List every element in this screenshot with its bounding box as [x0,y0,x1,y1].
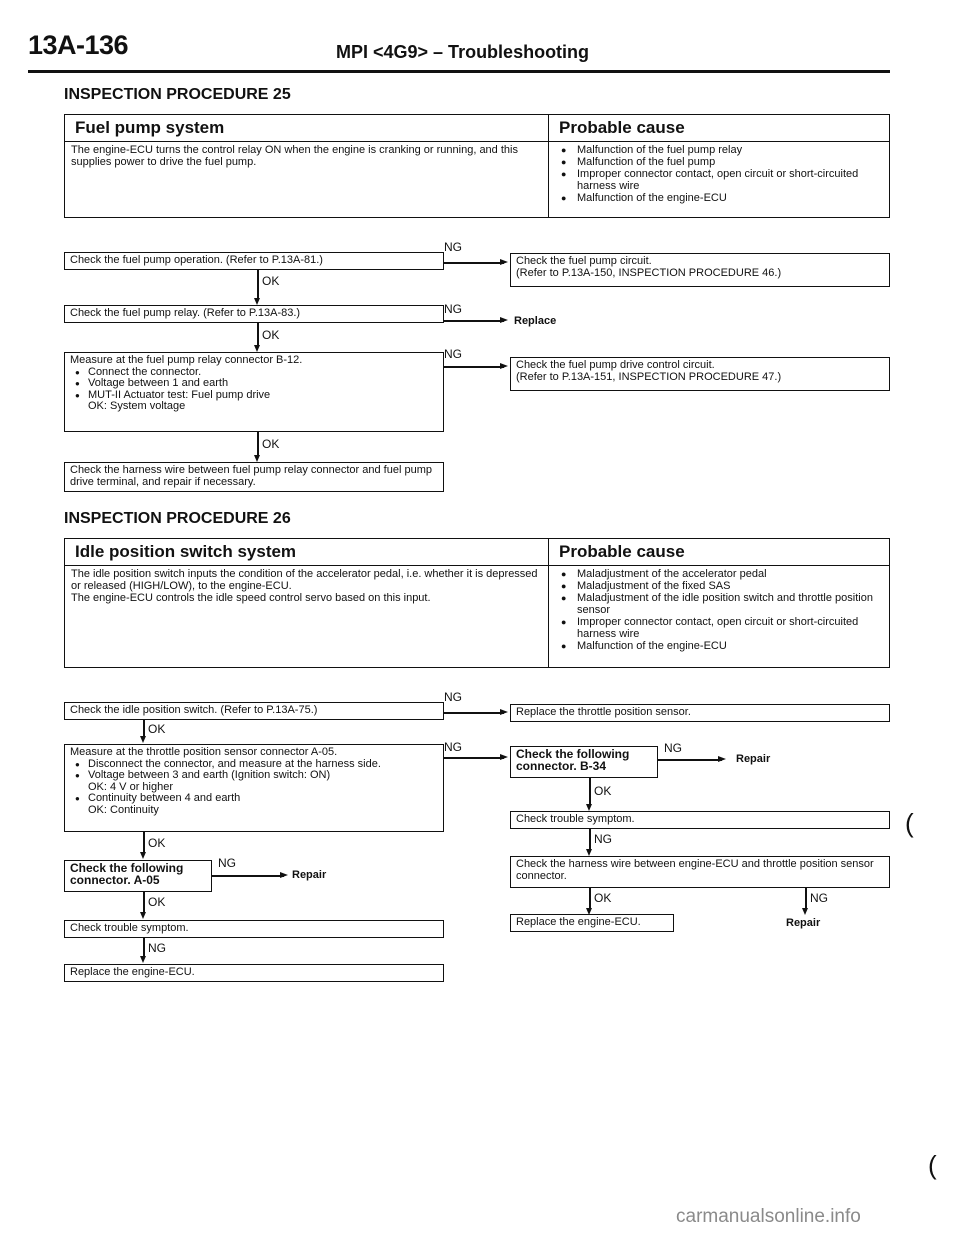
ng-label: NG [444,690,462,704]
flow25-step1: Check the fuel pump operation. (Refer to P.13A-81.) [64,252,444,270]
ng-label: NG [218,856,236,870]
procedure-26-table [64,538,890,668]
table-head-causes: Probable cause [549,115,890,142]
flow-line [589,778,591,806]
flow25-step4: Check the harness wire between fuel pump relay connector and fuel pump drive terminal, and repair if necessary. [64,462,444,492]
margin-paren: ( [928,1150,937,1180]
arrow-right-icon [500,259,508,265]
flow-line [444,757,504,759]
system-description: The idle position switch inputs the condition of the accelerator pedal, i.e. whether it is depressed or released (HIGH/LOW), to the engine-ECU. The engine-ECU controls the idle speed control servo based on this input. [65,566,549,668]
ng-label: NG [444,240,462,254]
flow26-right-step4: Replace the engine-ECU. [510,914,674,932]
arrow-right-icon [280,872,288,878]
cause-item: ● Malfunction of the engine-ECU [577,640,883,652]
section-title: MPI <4G9> – Troubleshooting [336,42,590,62]
flow26-right-step2: Check trouble symptom. [510,811,890,829]
ok-label: OK [148,722,166,736]
step-bullet: ● Voltage between 1 and earth [88,378,438,390]
flow25-step3 [64,352,444,432]
header-rule [28,70,890,73]
arrow-down-icon [140,736,146,743]
flow-line [589,829,591,851]
arrow-down-icon [802,908,808,915]
table-head-system: Idle position switch system [65,539,549,566]
ok-label: OK [262,328,280,342]
arrow-down-icon [254,345,260,352]
step-text: Measure at the throttle position sensor connector A-05. [70,746,338,758]
flow25-step2: Check the fuel pump relay. (Refer to P.13A-83.) [64,305,444,323]
flow-line [143,832,145,854]
ng-label: NG [594,832,612,846]
arrow-down-icon [140,912,146,919]
margin-paren: ( [905,808,914,838]
arrow-right-icon [500,754,508,760]
flow26-step4: Check trouble symptom. [64,920,444,938]
arrow-down-icon [140,852,146,859]
cause-item: ● Improper connector contact, open circuit or short-circuited harness wire [577,168,883,192]
cause-item: ● Maladjustment of the idle position switch and throttle position sensor [577,592,883,616]
step-bullet: ● Connect the connector. [88,367,438,379]
flow25-step3-ng: Check the fuel pump drive control circuit. (Refer to P.13A-151, INSPECTION PROCEDURE 47.) [510,357,890,391]
procedure-25-table [64,114,890,218]
step-bullet: ● Disconnect the connector, and measure at the harness side. [88,759,438,771]
ok-label: OK [148,836,166,850]
arrow-right-icon [500,317,508,323]
arrow-down-icon [254,455,260,462]
cause-item: ● Malfunction of the engine-ECU [577,192,883,204]
repair-label: Repair [736,753,771,765]
repair-label: Repair [292,869,327,881]
ng-label: NG [444,347,462,361]
flow-line [257,270,259,300]
arrow-down-icon [586,804,592,811]
flow-line [444,262,504,264]
arrow-down-icon [586,849,592,856]
probable-causes [549,566,890,668]
flow-line [589,888,591,910]
procedure-25-title: INSPECTION PROCEDURE 25 [64,86,291,103]
ng-label: NG [444,740,462,754]
ng-label: NG [444,302,462,316]
watermark: carmanualsonline.info [676,1206,861,1227]
arrow-right-icon [500,363,508,369]
step-bullet: ● Voltage between 3 and earth (Ignition switch: ON) [88,770,438,782]
cause-item: ● Malfunction of the fuel pump relay [577,144,883,156]
ng-label: NG [148,941,166,955]
cause-item: ● Maladjustment of the fixed SAS [577,580,883,592]
flow26-right-step3: Check the harness wire between engine-ECU and throttle position sensor connector. [510,856,890,888]
flow-line [212,875,284,877]
flow26-step5: Replace the engine-ECU. [64,964,444,982]
flow25-step2-ng: Replace [514,315,557,327]
ok-label: OK [594,891,612,905]
step-text: Measure at the fuel pump relay connector B-12. [70,354,303,366]
flow26-step1: Check the idle position switch. (Refer to P.13A-75.) [64,702,444,720]
flow-line [444,366,504,368]
arrow-right-icon [718,756,726,762]
flow-line [257,323,259,347]
step-bullet: ● MUT-II Actuator test: Fuel pump drive [88,390,438,402]
flow-line [143,892,145,914]
flow26-step2 [64,744,444,832]
cause-item: ● Malfunction of the fuel pump [577,156,883,168]
repair-label: Repair [786,917,821,929]
flow-line [444,712,504,714]
flow26-step3: Check the following connector. A-05 [64,860,212,892]
procedure-26-title: INSPECTION PROCEDURE 26 [64,510,291,527]
flow26-right-step1: Check the following connector. B-34 [510,746,658,778]
flow-line [257,432,259,457]
flow26-step1-ng: Replace the throttle position sensor. [510,704,890,722]
table-head-causes: Probable cause [549,539,890,566]
step-ok-criteria: OK: Continuity [88,803,159,816]
flow-line [805,888,807,910]
table-head-system: Fuel pump system [65,115,549,142]
arrow-down-icon [140,956,146,963]
cause-item: ● Maladjustment of the accelerator pedal [577,568,883,580]
arrow-down-icon [254,298,260,305]
step-ok-criteria: OK: 4 V or higher [88,780,173,793]
flow25-step1-ng: Check the fuel pump circuit. (Refer to P.13A-150, INSPECTION PROCEDURE 46.) [510,253,890,287]
probable-causes [549,142,890,218]
page-number: 13A-136 [28,30,129,60]
flow-line [444,320,504,322]
ok-label: OK [594,784,612,798]
step-bullet: ● Continuity between 4 and earth [88,793,438,805]
ng-label: NG [810,891,828,905]
arrow-right-icon [500,709,508,715]
ok-label: OK [262,274,280,288]
step-ok-criteria: OK: System voltage [88,400,186,412]
ng-label: NG [664,741,682,755]
ok-label: OK [148,895,166,909]
cause-item: ● Improper connector contact, open circuit or short-circuited harness wire [577,616,883,640]
flow-line [658,759,722,761]
system-description: The engine-ECU turns the control relay ON when the engine is cranking or running, and this supplies power to drive the fuel pump. [65,142,549,218]
flow-line [143,938,145,958]
ok-label: OK [262,437,280,451]
